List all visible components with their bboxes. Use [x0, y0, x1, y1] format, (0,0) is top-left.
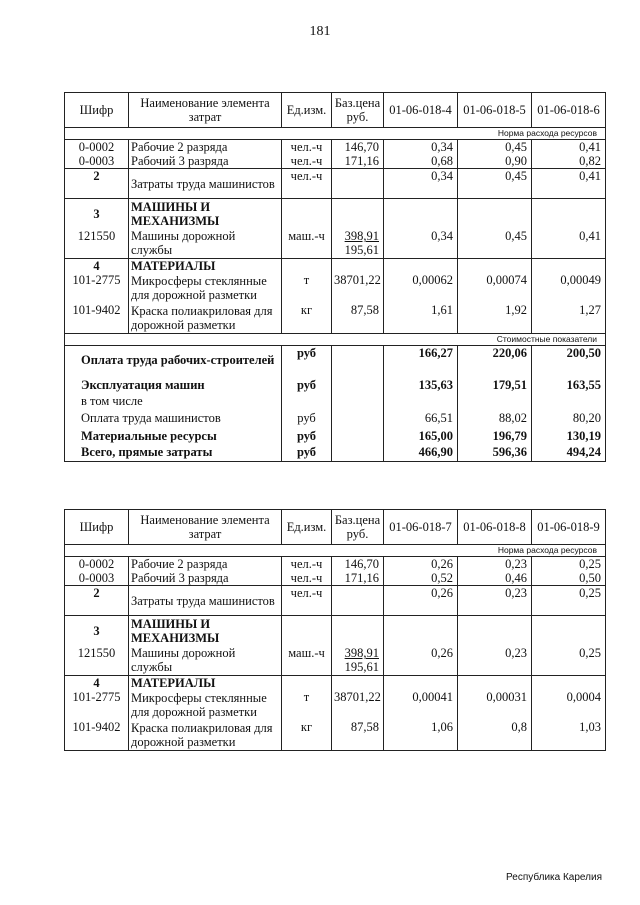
summary-name: Оплата труда машинистов — [65, 408, 282, 427]
summary-row — [65, 375, 606, 394]
row-price — [332, 586, 384, 616]
row-value-2: 0,23 — [458, 646, 532, 676]
row-value-2: 0,90 — [458, 154, 532, 169]
row-value-3: 0,25 — [532, 557, 606, 572]
price-bottom: 195,61 — [344, 660, 379, 675]
row-value-2: 0,46 — [458, 571, 532, 586]
header-code: Шифр — [65, 510, 129, 545]
row-unit: маш.-ч — [282, 229, 332, 259]
header-col1: 01-06-018-7 — [384, 510, 458, 545]
row-name: Рабочий 3 разряда — [129, 154, 282, 169]
row-code: 101-9402 — [65, 303, 129, 333]
summary-unit: руб — [282, 375, 332, 394]
row-value-1: 0,26 — [384, 646, 458, 676]
table-row — [65, 154, 606, 169]
resource-table-2 — [64, 509, 606, 751]
row-unit: маш.-ч — [282, 646, 332, 676]
row-value-2: 0,45 — [458, 229, 532, 259]
row-value-3: 0,0004 — [532, 690, 606, 720]
price-bottom: 195,61 — [344, 243, 379, 258]
summary-value-2: 196,79 — [458, 427, 532, 444]
row-price: 87,58 — [332, 303, 384, 333]
row-unit: кг — [282, 303, 332, 333]
row-code: 0-0002 — [65, 140, 129, 155]
row-price: 38701,22 — [332, 273, 384, 303]
table-row — [65, 557, 606, 572]
row-code: 2 — [65, 586, 129, 616]
row-unit: кг — [282, 720, 332, 750]
table-row — [65, 676, 606, 691]
row-value-1: 0,34 — [384, 140, 458, 155]
row-value-1: 0,26 — [384, 586, 458, 616]
row-code: 4 — [65, 259, 129, 274]
row-price: 171,16 — [332, 154, 384, 169]
row-value-1: 0,34 — [384, 229, 458, 259]
row-code: 121550 — [65, 646, 129, 676]
row-value-1: 1,61 — [384, 303, 458, 333]
row-value-2: 0,00074 — [458, 273, 532, 303]
row-value-3: 1,27 — [532, 303, 606, 333]
row-name: Затраты труда машинистов — [129, 169, 282, 199]
summary-row — [65, 345, 606, 375]
table-row — [65, 229, 606, 259]
summary-value-2: 88,02 — [458, 408, 532, 427]
row-code: 0-0003 — [65, 571, 129, 586]
summary-unit: руб — [282, 345, 332, 375]
header-col2: 01-06-018-5 — [458, 93, 532, 128]
row-name: Рабочие 2 разряда — [129, 557, 282, 572]
summary-value-2: 596,36 — [458, 444, 532, 461]
table-row — [65, 273, 606, 303]
summary-unit: руб — [282, 427, 332, 444]
row-code: 4 — [65, 676, 129, 691]
row-code: 101-9402 — [65, 720, 129, 750]
row-name: Затраты труда машинистов — [129, 586, 282, 616]
row-code: 101-2775 — [65, 273, 129, 303]
header-name: Наименование элемента затрат — [129, 510, 282, 545]
row-value-1: 0,68 — [384, 154, 458, 169]
row-value-1: 0,34 — [384, 169, 458, 199]
summary-value-3: 80,20 — [532, 408, 606, 427]
summary-value-2: 179,51 — [458, 375, 532, 394]
summary-value-2: 220,06 — [458, 345, 532, 375]
table-row — [65, 259, 606, 274]
row-unit: чел.-ч — [282, 154, 332, 169]
row-value-1: 0,00041 — [384, 690, 458, 720]
summary-value-1: 466,90 — [384, 444, 458, 461]
row-code: 101-2775 — [65, 690, 129, 720]
row-value-1: 0,26 — [384, 557, 458, 572]
row-name: Рабочий 3 разряда — [129, 571, 282, 586]
row-code: 3 — [65, 616, 129, 646]
table-row — [65, 140, 606, 155]
summary-value-3: 494,24 — [532, 444, 606, 461]
price-top: 398,91 — [344, 229, 379, 244]
row-price: 38701,22 — [332, 690, 384, 720]
price-top: 398,91 — [344, 646, 379, 661]
row-value-2: 0,45 — [458, 140, 532, 155]
row-unit: чел.-ч — [282, 557, 332, 572]
header-name: Наименование элемента затрат — [129, 93, 282, 128]
table-row — [65, 646, 606, 676]
row-value-3: 1,03 — [532, 720, 606, 750]
summary-value-3: 130,19 — [532, 427, 606, 444]
row-price — [332, 169, 384, 199]
summary-name: Эксплуатация машин — [65, 375, 282, 394]
header-code: Шифр — [65, 93, 129, 128]
row-code: 121550 — [65, 229, 129, 259]
row-name: Машины дорожной службы — [129, 229, 282, 259]
table-row — [65, 571, 606, 586]
row-name: Микросферы стеклянные для дорожной разметки — [129, 690, 282, 720]
header-price: Баз.цена руб. — [332, 510, 384, 545]
header-col3: 01-06-018-9 — [532, 510, 606, 545]
row-unit: чел.-ч — [282, 169, 332, 199]
table-header-row — [65, 93, 606, 128]
section-title: МАТЕРИАЛЫ — [129, 676, 282, 691]
row-name: Машины дорожной службы — [129, 646, 282, 676]
row-value-2: 1,92 — [458, 303, 532, 333]
row-value-3: 0,00049 — [532, 273, 606, 303]
table-row — [65, 303, 606, 333]
summary-name: Оплата труда рабочих-строителей — [65, 345, 282, 375]
summary-value-1: 66,51 — [384, 408, 458, 427]
row-value-1: 0,00062 — [384, 273, 458, 303]
row-code: 0-0002 — [65, 557, 129, 572]
row-value-2: 0,23 — [458, 586, 532, 616]
resource-table-1 — [64, 92, 606, 462]
header-col2: 01-06-018-8 — [458, 510, 532, 545]
row-price: 146,70 — [332, 557, 384, 572]
row-value-2: 0,8 — [458, 720, 532, 750]
summary-value-1: 166,27 — [384, 345, 458, 375]
row-price — [332, 229, 384, 259]
row-price: 146,70 — [332, 140, 384, 155]
header-unit: Ед.изм. — [282, 93, 332, 128]
table-row — [65, 586, 606, 616]
row-code: 3 — [65, 199, 129, 229]
row-price: 87,58 — [332, 720, 384, 750]
row-unit: т — [282, 273, 332, 303]
row-value-2: 0,23 — [458, 557, 532, 572]
norm-label: Норма расхода ресурсов — [65, 128, 606, 140]
summary-value-1: 135,63 — [384, 375, 458, 394]
summary-unit: руб — [282, 408, 332, 427]
table-row — [65, 169, 606, 199]
row-unit: чел.-ч — [282, 140, 332, 155]
table-header-row — [65, 510, 606, 545]
table-row — [65, 690, 606, 720]
table-row — [65, 616, 606, 646]
page-number: 181 — [309, 24, 331, 39]
summary-row — [65, 408, 606, 427]
row-unit: чел.-ч — [282, 571, 332, 586]
row-name: Краска полиакриловая для дорожной разметки — [129, 303, 282, 333]
table-row — [65, 199, 606, 229]
row-name: Рабочие 2 разряда — [129, 140, 282, 155]
row-value-3: 0,25 — [532, 646, 606, 676]
summary-unit: руб — [282, 444, 332, 461]
row-code: 2 — [65, 169, 129, 199]
row-value-2: 0,45 — [458, 169, 532, 199]
cost-label: Стоимостные показатели — [65, 333, 606, 345]
row-value-1: 0,52 — [384, 571, 458, 586]
norm-label: Норма расхода ресурсов — [65, 545, 606, 557]
summary-value-1: 165,00 — [384, 427, 458, 444]
section-title: МАШИНЫ И МЕХАНИЗМЫ — [129, 199, 282, 229]
summary-row — [65, 394, 606, 408]
row-value-3: 0,50 — [532, 571, 606, 586]
header-price: Баз.цена руб. — [332, 93, 384, 128]
summary-name: Материальные ресурсы — [65, 427, 282, 444]
summary-name: в том числе — [65, 394, 282, 408]
table-row — [65, 720, 606, 750]
row-value-3: 0,41 — [532, 229, 606, 259]
row-value-3: 0,41 — [532, 140, 606, 155]
summary-row — [65, 427, 606, 444]
row-value-2: 0,00031 — [458, 690, 532, 720]
row-value-3: 0,41 — [532, 169, 606, 199]
row-value-1: 1,06 — [384, 720, 458, 750]
section-title: МАТЕРИАЛЫ — [129, 259, 282, 274]
row-price — [332, 646, 384, 676]
row-value-3: 0,25 — [532, 586, 606, 616]
row-name: Краска полиакриловая для дорожной разметки — [129, 720, 282, 750]
summary-value-3: 200,50 — [532, 345, 606, 375]
header-col3: 01-06-018-6 — [532, 93, 606, 128]
footer-region: Республика Карелия — [506, 872, 602, 883]
row-price: 171,16 — [332, 571, 384, 586]
row-name: Микросферы стеклянные для дорожной разметки — [129, 273, 282, 303]
header-unit: Ед.изм. — [282, 510, 332, 545]
summary-name: Всего, прямые затраты — [65, 444, 282, 461]
header-col1: 01-06-018-4 — [384, 93, 458, 128]
row-value-3: 0,82 — [532, 154, 606, 169]
row-code: 0-0003 — [65, 154, 129, 169]
row-unit: чел.-ч — [282, 586, 332, 616]
summary-value-3: 163,55 — [532, 375, 606, 394]
summary-row — [65, 444, 606, 461]
section-title: МАШИНЫ И МЕХАНИЗМЫ — [129, 616, 282, 646]
row-unit: т — [282, 690, 332, 720]
